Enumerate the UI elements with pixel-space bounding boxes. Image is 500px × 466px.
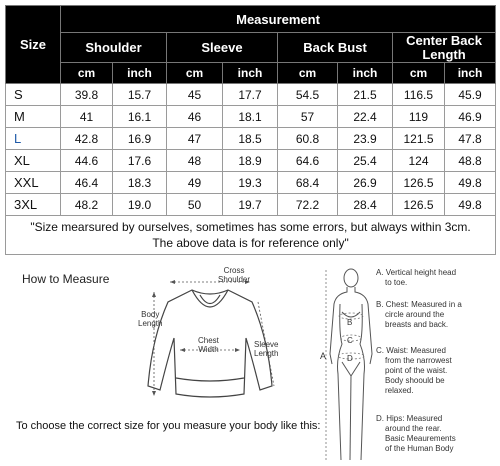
- value-cell: 19.0: [113, 194, 167, 216]
- measurement-header: Measurement: [61, 6, 496, 33]
- marker-c: C: [347, 336, 353, 345]
- sleeve-header: Sleeve: [167, 33, 278, 63]
- how-to-measure-section: [0, 260, 500, 466]
- marker-b: B: [347, 318, 353, 327]
- unit-cm: cm: [61, 63, 113, 84]
- value-cell: 17.6: [113, 150, 167, 172]
- value-cell: 48.2: [61, 194, 113, 216]
- size-cell: L: [6, 128, 61, 150]
- body-figure-illustration: [318, 264, 378, 464]
- marker-a: A: [320, 351, 327, 361]
- back-bust-header: Back Bust: [278, 33, 393, 63]
- note-line-1: "Size mearsured by ourselves, sometimes has some errors, but always within 3cm.: [30, 220, 471, 234]
- value-cell: 126.5: [393, 172, 445, 194]
- value-cell: 16.9: [113, 128, 167, 150]
- value-cell: 68.4: [278, 172, 338, 194]
- unit-cm: cm: [278, 63, 338, 84]
- size-cell: M: [6, 106, 61, 128]
- value-cell: 22.4: [338, 106, 393, 128]
- size-cell: XXL: [6, 172, 61, 194]
- value-cell: 25.4: [338, 150, 393, 172]
- center-back-line1: Center Back: [406, 32, 482, 48]
- value-cell: 21.5: [338, 84, 393, 106]
- value-cell: 72.2: [278, 194, 338, 216]
- size-cell: XL: [6, 150, 61, 172]
- unit-inch: inch: [338, 63, 393, 84]
- center-back-line2: Length: [422, 46, 466, 62]
- value-cell: 121.5: [393, 128, 445, 150]
- value-cell: 48.8: [445, 150, 496, 172]
- body-length-label: Body Length: [138, 310, 163, 328]
- value-cell: 47.8: [445, 128, 496, 150]
- value-cell: 26.9: [338, 172, 393, 194]
- value-cell: 23.9: [338, 128, 393, 150]
- value-cell: 45: [167, 84, 223, 106]
- legend-b: B. Chest: Measured in a circle around the breasts and back.: [376, 300, 462, 329]
- size-cell: 3XL: [6, 194, 61, 216]
- measure-instruction: To choose the correct size for you measure your body like this:: [16, 420, 321, 432]
- how-to-measure-title: How to Measure: [22, 272, 110, 286]
- value-cell: 57: [278, 106, 338, 128]
- value-cell: 49.8: [445, 172, 496, 194]
- value-cell: 17.7: [223, 84, 278, 106]
- value-cell: 19.7: [223, 194, 278, 216]
- value-cell: 47: [167, 128, 223, 150]
- table-row: [6, 150, 496, 172]
- value-cell: 18.5: [223, 128, 278, 150]
- table-row: [6, 84, 496, 106]
- value-cell: 19.3: [223, 172, 278, 194]
- value-cell: 49.8: [445, 194, 496, 216]
- value-cell: 48: [167, 150, 223, 172]
- value-cell: 119: [393, 106, 445, 128]
- unit-inch: inch: [445, 63, 496, 84]
- chest-width-label: Chest Width: [198, 336, 219, 354]
- table-row: [6, 194, 496, 216]
- value-cell: 46: [167, 106, 223, 128]
- legend-d: D. Hips: Measured around the rear. Basic Meaurements of the Human Body: [376, 414, 456, 453]
- value-cell: 126.5: [393, 194, 445, 216]
- value-cell: 16.1: [113, 106, 167, 128]
- shoulder-header: Shoulder: [61, 33, 167, 63]
- marker-d: D: [347, 354, 353, 363]
- value-cell: 54.5: [278, 84, 338, 106]
- value-cell: 41: [61, 106, 113, 128]
- legend-c: C. Waist: Measured from the narrowest point of the waist. Body shoould be relaxed.: [376, 346, 452, 395]
- unit-inch: inch: [223, 63, 278, 84]
- value-cell: 60.8: [278, 128, 338, 150]
- table-row: [6, 172, 496, 194]
- value-cell: 44.6: [61, 150, 113, 172]
- table-row: [6, 106, 496, 128]
- value-cell: 28.4: [338, 194, 393, 216]
- sleeve-length-label: Sleeve Length: [254, 340, 279, 358]
- unit-cm: cm: [167, 63, 223, 84]
- size-cell: S: [6, 84, 61, 106]
- note-line-2: The above data is for reference only": [152, 236, 349, 250]
- value-cell: 46.9: [445, 106, 496, 128]
- value-cell: 64.6: [278, 150, 338, 172]
- value-cell: 15.7: [113, 84, 167, 106]
- value-cell: 18.3: [113, 172, 167, 194]
- value-cell: 50: [167, 194, 223, 216]
- value-cell: 49: [167, 172, 223, 194]
- value-cell: 42.8: [61, 128, 113, 150]
- cross-shoulder-label: Cross Shoulder: [218, 266, 251, 284]
- value-cell: 124: [393, 150, 445, 172]
- legend-a: A. Vertical height head to toe.: [376, 268, 457, 287]
- value-cell: 116.5: [393, 84, 445, 106]
- reference-note: [6, 216, 496, 255]
- size-header: Size: [6, 6, 61, 84]
- size-table: [5, 5, 496, 255]
- center-back-length-header: [393, 33, 496, 63]
- value-cell: 18.9: [223, 150, 278, 172]
- table-row: [6, 128, 496, 150]
- unit-cm: cm: [393, 63, 445, 84]
- value-cell: 46.4: [61, 172, 113, 194]
- value-cell: 18.1: [223, 106, 278, 128]
- value-cell: 45.9: [445, 84, 496, 106]
- unit-inch: inch: [113, 63, 167, 84]
- value-cell: 39.8: [61, 84, 113, 106]
